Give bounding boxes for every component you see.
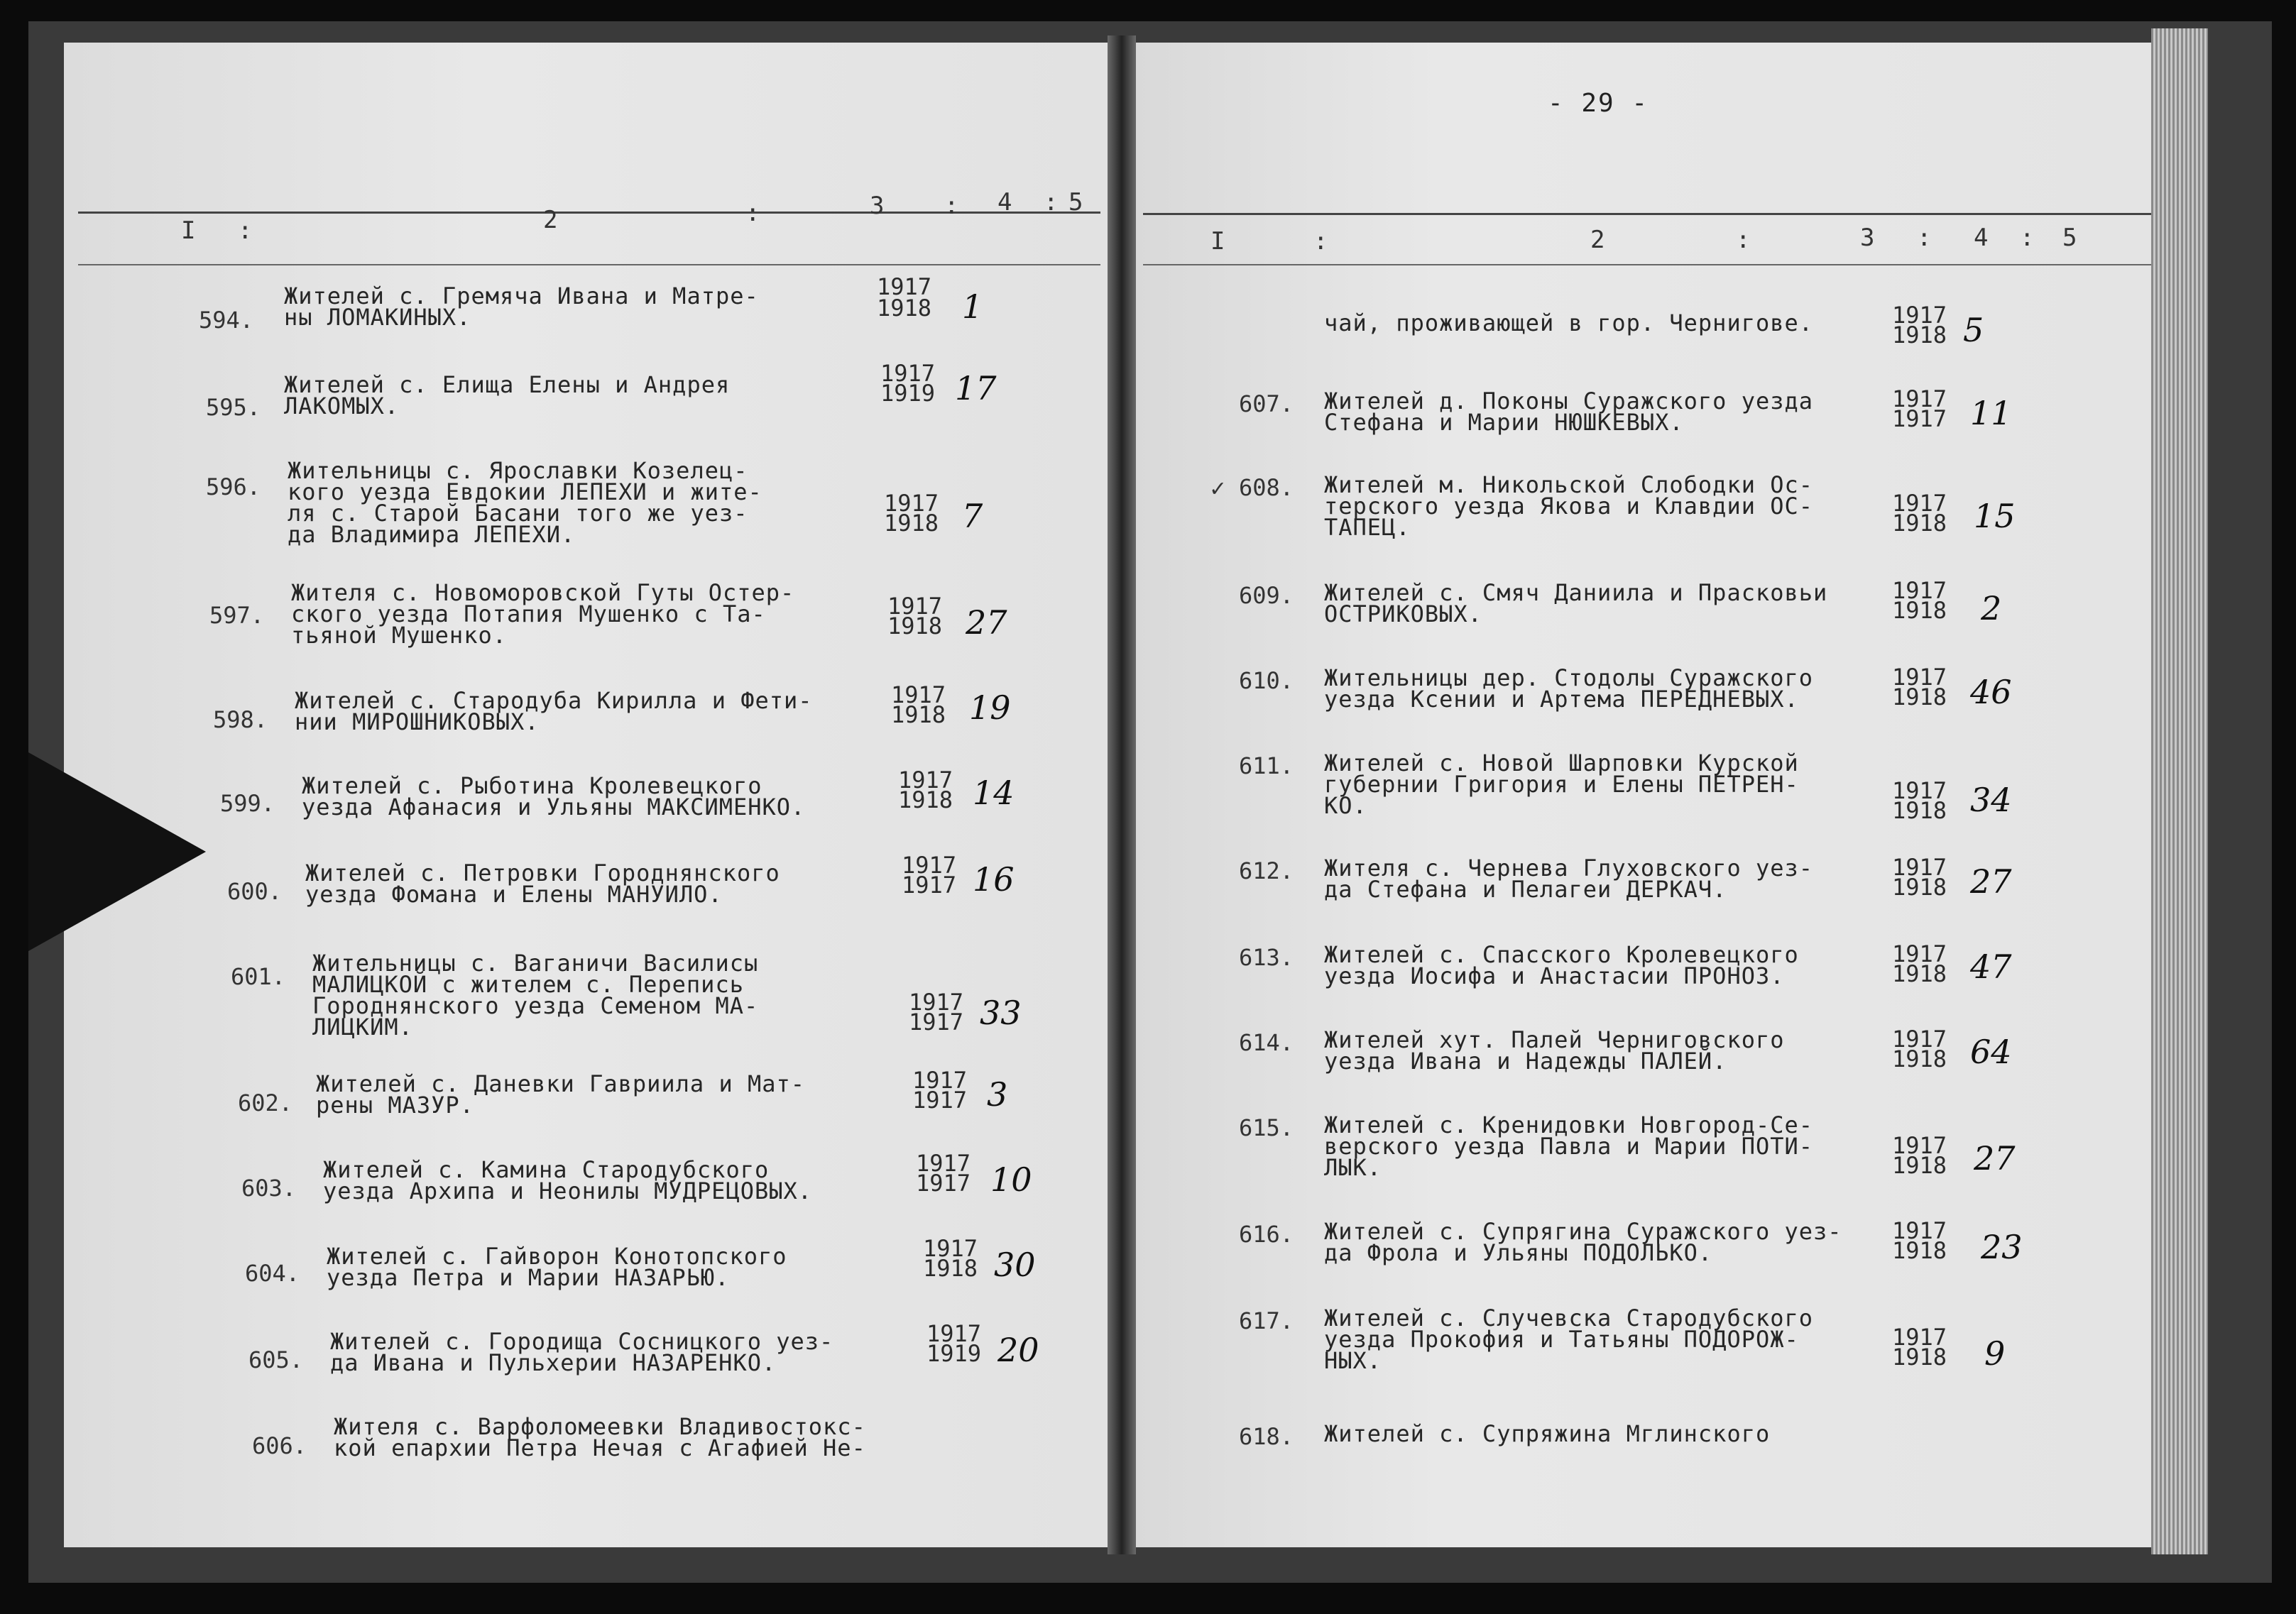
entry-year-start: 1917 — [912, 1067, 968, 1094]
entry-text: чай, проживающей в гор. Чернигове. — [1324, 309, 1814, 336]
entry-year-start: 1917 — [891, 681, 946, 708]
entry-year-end: 1918 — [898, 786, 953, 813]
entry-count: 15 — [1974, 497, 2016, 535]
entry-year-end: 1917 — [1892, 405, 1947, 432]
entry-number: 600. — [227, 878, 283, 905]
entry-year-end: 1919 — [880, 380, 936, 407]
entry-year-end: 1918 — [1892, 1152, 1947, 1179]
left-sep3: : — [944, 192, 959, 220]
entry-number: 608. — [1239, 474, 1294, 501]
entry-year-start: 1917 — [923, 1235, 978, 1262]
entry-number: 614. — [1239, 1029, 1294, 1056]
entry-text: Жителей с. Гремяча Ивана и Матре- ны ЛОМАКИНЫХ. — [284, 282, 759, 331]
entry-year-end: 1918 — [887, 613, 943, 639]
entry-year-start: 1917 — [1892, 577, 1947, 604]
entry-year-start: 1917 — [926, 1320, 982, 1347]
entry-number: 609. — [1239, 582, 1294, 609]
entry-count: 16 — [973, 860, 1015, 899]
entry-count: 10 — [990, 1160, 1032, 1199]
entry-count: 9 — [1984, 1334, 2006, 1373]
entry-year-start: 1917 — [1892, 302, 1947, 329]
entry-year-start: 1917 — [1892, 385, 1947, 412]
entry-number: 610. — [1239, 667, 1294, 694]
entry-text: Жителя с. Чернева Глуховского уез- да Стефана и Пелагеи ДЕРКАЧ. — [1324, 855, 1814, 903]
entry-year-start: 1917 — [898, 767, 953, 794]
left-col3-header: 3 — [870, 192, 885, 220]
entry-text: Жителей хут. Палей Черниговского уезда Ивана и Надежды ПАЛЕЙ. — [1324, 1026, 1785, 1075]
entry-year-end: 1918 — [1892, 597, 1947, 624]
entry-year-end: 1917 — [902, 872, 957, 899]
entry-year-end: 1918 — [1892, 1237, 1947, 1264]
entry-year-end: 1918 — [891, 701, 946, 728]
entry-year-start: 1917 — [887, 593, 943, 620]
entry-year-end: 1918 — [1892, 874, 1947, 901]
page-edges — [2151, 28, 2208, 1554]
entry-count: 27 — [966, 603, 1007, 642]
entry-count: 7 — [962, 497, 983, 535]
entry-text: Жителей с. Смяч Даниила и Прасковьи ОСТРИКОВЫХ. — [1324, 579, 1828, 627]
entry-text: Жителей с. Стародуба Кирилла и Фети- нии МИРОШНИКОВЫХ. — [295, 687, 813, 735]
entry-text: Жительницы с. Ярославки Козелец- кого уезда Евдокии ЛЕПЕХИ и жите- ля с. Старой Басани того же уез- да Владимира ЛЕПЕХИ. — [288, 457, 762, 548]
right-sep1: : — [1313, 227, 1328, 256]
entry-year-start: 1917 — [884, 490, 939, 517]
entry-count: 23 — [1981, 1228, 2023, 1266]
entry-number: 615. — [1239, 1114, 1294, 1141]
entry-year-end: 1918 — [877, 295, 932, 322]
entry-year-end: 1918 — [884, 510, 939, 537]
entry-count: 30 — [994, 1246, 1036, 1284]
entry-number: 596. — [206, 473, 261, 500]
entry-year-end: 1917 — [912, 1087, 968, 1114]
entry-year-start: 1917 — [1892, 1026, 1947, 1053]
entry-number: 594. — [199, 307, 254, 334]
entry-text: Жителей с. Супряжина Мглинского — [1324, 1420, 1771, 1447]
entry-count: 19 — [969, 688, 1011, 727]
entry-text: Жителей с. Даневки Гавриила и Мат- рены МАЗУР. — [316, 1070, 806, 1119]
entry-year-start: 1917 — [1892, 1324, 1947, 1351]
left-col2-header: 2 — [543, 206, 558, 234]
entry-year-start: 1917 — [1892, 854, 1947, 881]
left-sep2: : — [745, 199, 760, 227]
entry-year-end: 1918 — [1892, 510, 1947, 537]
entry-text: Жителей с. Гайворон Конотопского уезда Петра и Марии НАЗАРЬЮ. — [327, 1243, 787, 1291]
entry-number: 617. — [1239, 1307, 1294, 1334]
entry-year-end: 1919 — [926, 1340, 982, 1367]
entry-year-end: 1918 — [1892, 684, 1947, 710]
entry-count: 27 — [1974, 1139, 2016, 1177]
entry-text: Жителей с. Камина Стародубского уезда Архипа и Неонилы МУДРЕЦОВЫХ. — [323, 1156, 813, 1204]
entry-number: 597. — [209, 602, 265, 629]
entry-year-end: 1918 — [923, 1255, 978, 1282]
left-header-rule-bottom — [78, 264, 1100, 265]
entry-number: 604. — [245, 1260, 300, 1287]
entry-number: 606. — [252, 1432, 307, 1459]
entry-year-start: 1917 — [902, 852, 957, 879]
entry-year-start: 1917 — [1892, 777, 1947, 804]
entry-year-start: 1917 — [909, 989, 964, 1016]
left-col1-header: I — [181, 216, 196, 245]
right-col4-header: 4 — [1974, 224, 1989, 252]
torn-notch — [28, 752, 206, 951]
entry-count: 27 — [1970, 862, 2012, 901]
right-header-rule-top — [1143, 213, 2151, 215]
entry-count: 64 — [1970, 1033, 2012, 1071]
entry-number: 598. — [213, 706, 268, 733]
entry-year-end: 1918 — [1892, 797, 1947, 824]
entry-number: 611. — [1239, 752, 1294, 779]
entry-number: 618. — [1239, 1423, 1294, 1450]
entry-number: 595. — [206, 394, 261, 421]
entry-number: 602. — [238, 1089, 293, 1116]
entry-number: 605. — [248, 1346, 304, 1373]
entry-year-start: 1917 — [1892, 940, 1947, 967]
right-col2-header: 2 — [1590, 226, 1605, 254]
entry-text: Жителей с. Случевска Стародубского уезда Прокофия и Татьяны ПОДОРОЖ- НЫХ. — [1324, 1305, 1814, 1374]
entry-text: Жителя с. Варфоломеевки Владивостокс- кой епархии Петра Нечая с Агафией Не- — [334, 1413, 866, 1461]
book-gutter — [1108, 35, 1136, 1554]
entry-year-end: 1917 — [909, 1009, 964, 1036]
entry-count: 11 — [1970, 394, 2012, 432]
right-col5-header: 5 — [2062, 224, 2077, 252]
entry-year-end: 1918 — [1892, 1344, 1947, 1371]
entry-year-start: 1917 — [1892, 1217, 1947, 1244]
entry-number: 603. — [241, 1175, 297, 1202]
entry-text: Жительницы дер. Стодолы Суражского уезда Ксении и Артема ПЕРЕДНЕВЫХ. — [1324, 664, 1814, 713]
entry-text: Жителей с. Новой Шарповки Курской губернии Григория и Елены ПЕТРЕН- КО. — [1324, 750, 1799, 819]
right-col3-header: 3 — [1860, 224, 1875, 252]
entry-number: 612. — [1239, 857, 1294, 884]
entry-text: Жителей с. Елища Елены и Андрея ЛАКОМЫХ. — [284, 371, 731, 419]
checkmark-icon: ✓ — [1210, 474, 1225, 503]
entry-count: 33 — [980, 994, 1022, 1032]
entry-year-end: 1917 — [916, 1170, 971, 1197]
entry-text: Жительницы с. Ваганичи Василисы МАЛИЦКОЙ с жителем с. Перепись Городнянского уезда Семеном МА- ЛИЦКИМ. — [312, 950, 759, 1041]
entry-year-end: 1918 — [1892, 322, 1947, 348]
right-sep4: : — [2020, 224, 2035, 252]
left-col5-header: 5 — [1068, 188, 1083, 216]
entry-count: 17 — [955, 369, 997, 407]
right-sep3: : — [1917, 224, 1932, 252]
entry-text: Жителей с. Кренидовки Новгород-Се- верского уезда Павла и Марии ПОТИ- ЛЫК. — [1324, 1111, 1814, 1181]
entry-text: Жителя с. Новоморовской Гуты Остер- ского уезда Потапия Мушенко с Та- тьяной Мушенко. — [291, 579, 795, 649]
entry-count: 2 — [1981, 589, 2002, 627]
left-col4-header: 4 — [997, 188, 1012, 216]
page-number: - 29 - — [1548, 89, 1649, 118]
right-header-rule-bottom — [1143, 264, 2151, 265]
entry-number: 616. — [1239, 1221, 1294, 1248]
entry-count: 14 — [973, 774, 1015, 812]
entry-text: Жителей с. Петровки Городнянского уезда Фомана и Елены МАНУИЛО. — [305, 860, 780, 908]
left-sep1: : — [238, 216, 253, 245]
entry-count: 5 — [1963, 311, 1984, 349]
left-sep4: : — [1044, 188, 1059, 216]
entry-text: Жителей с. Городища Сосницкого уез- да Ивана и Пульхерии НАЗАРЕНКО. — [330, 1328, 834, 1376]
entry-text: Жителей с. Рыботина Кролевецкого уезда Афанасия и Ульяны МАКСИМЕНКО. — [302, 772, 806, 820]
entry-number: 607. — [1239, 390, 1294, 417]
entry-text: Жителей с. Супрягина Суражского уез- да Фрола и Ульяны ПОДОЛЬКО. — [1324, 1218, 1842, 1266]
entry-year-end: 1918 — [1892, 1045, 1947, 1072]
entry-year-start: 1917 — [916, 1150, 971, 1177]
entry-year-start: 1917 — [1892, 664, 1947, 691]
entry-year-start: 1917 — [1892, 490, 1947, 517]
entry-number: 613. — [1239, 944, 1294, 971]
entry-count: 20 — [997, 1331, 1039, 1369]
entry-year-start: 1917 — [880, 360, 936, 387]
entry-text: Жителей д. Поконы Суражского уезда Стефана и Марии НЮШКЕВЫХ. — [1324, 388, 1814, 436]
entry-number: 599. — [220, 790, 275, 817]
entry-count: 1 — [962, 287, 983, 326]
entry-year-start: 1917 — [1892, 1132, 1947, 1159]
entry-count: 47 — [1970, 948, 2012, 986]
entry-text: Жителей м. Никольской Слободки Ос- терского уезда Якова и Клавдии ОС- ТАПЕЦ. — [1324, 471, 1814, 541]
entry-count: 46 — [1970, 673, 2012, 711]
entry-year-start: 1917 — [877, 273, 932, 300]
entry-count: 3 — [987, 1075, 1008, 1114]
right-sep2: : — [1736, 226, 1751, 254]
entry-text: Жителей с. Спасского Кролевецкого уезда Иосифа и Анастасии ПРОНОЗ. — [1324, 941, 1799, 989]
entry-count: 34 — [1970, 781, 2012, 819]
right-col1-header: I — [1210, 227, 1225, 256]
entry-year-end: 1918 — [1892, 960, 1947, 987]
entry-number: 601. — [231, 963, 286, 990]
